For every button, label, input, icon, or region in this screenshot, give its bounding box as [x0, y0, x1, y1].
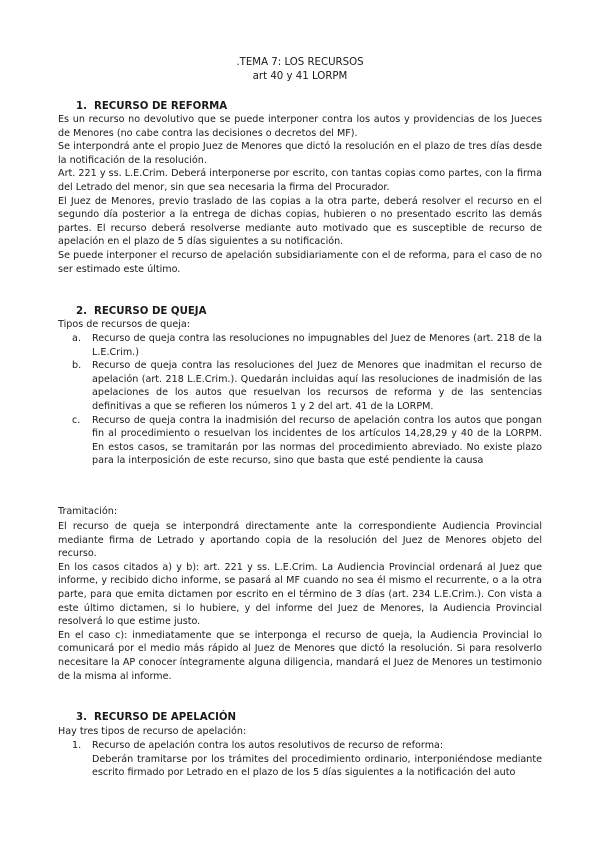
paragraph: El Juez de Menores, previo traslado de las copias a la otra parte, deberá resolver el recurso en el segundo día posterior a la entrega de dichas copias, hubieren o no presentado escrito las demás partes. El recurso deberá resolverse mediante auto motivado que es susceptible de recurso de apelación en el plazo de 5 días siguientes a su notificación. [58, 195, 542, 248]
tramitacion-body [58, 520, 542, 683]
apelacion-types-list [58, 739, 542, 780]
section-3-number: 3. [76, 712, 87, 723]
section-2-heading [76, 305, 206, 318]
section-2-title: RECURSO DE QUEJA [94, 306, 207, 317]
section-2-intro: Tipos de recursos de queja: [58, 319, 191, 330]
paragraph: Art. 221 y ss. L.E.Crim. Deberá interponerse por escrito, con tantas copias como partes, con la firma del Letrado del menor, sin que sea necesaria la firma del Procurador. [58, 168, 542, 193]
paragraph: El recurso de queja se interpondrá directamente ante la correspondiente Audiencia Provincial mediante firma de Letrado y aportando copia de la resolución del Juez de Menores objeto del recurso. [58, 521, 542, 560]
section-3-intro: Hay tres tipos de recurso de apelación: [58, 726, 247, 737]
list-item-text: Recurso de queja contra las resoluciones no impugnables del Juez de Menores (art. 218 de la L.E.Crim.) [92, 333, 542, 358]
list-item-subtext: Deberán tramitarse por los trámites del procedimiento ordinario, interponiéndose mediante escrito firmado por Letrado en el plazo de los 5 días siguientes a la notificación del auto [92, 753, 542, 779]
list-item-text: Recurso de queja contra la inadmisión del recurso de apelación contra los autos que pongan fin al procedimiento o resuelvan los incidentes de los artículos 14,28,29 y 40 de la LORPM. En estos casos, se tramitarán por las normas del procedimiento abreviado. No existe plazo para la interposición de este recurso, sino que basta que esté pendiente la causa [92, 414, 542, 467]
paragraph: Se puede interponer el recurso de apelación subsidiariamente con el de reforma, para el caso de no ser estimado este último. [58, 249, 542, 275]
list-marker: b. [72, 360, 82, 372]
section-2-number: 2. [76, 306, 87, 317]
section-1-heading [76, 100, 227, 113]
paragraph: Es un recurso no devolutivo que se puede interponer contra los autos y providencias de los Jueces de Menores (no cabe contra las decisiones o decretos del MF). [58, 114, 542, 139]
queja-types-list [58, 332, 542, 468]
list-item-text: Recurso de apelación contra los autos resolutivos de recurso de reforma: [92, 740, 444, 751]
document-subtitle: art 40 y 41 LORPM [252, 71, 348, 82]
tramitacion-label: Tramitación: [58, 506, 118, 517]
section-3-heading [76, 711, 236, 724]
section-1-body [58, 113, 542, 276]
list-item [58, 332, 542, 359]
paragraph: Se interpondrá ante el propio Juez de Menores que dictó la resolución en el plazo de tres días desde la notificación de la resolución. [58, 141, 542, 166]
section-1-title: RECURSO DE REFORMA [94, 101, 228, 112]
list-item [58, 359, 542, 413]
list-item [58, 739, 542, 753]
paragraph: En los casos citados a) y b): art. 221 y ss. L.E.Crim. La Audiencia Provincial ordenará al Juez que informe, y recibido dicho informe, se pasará al MF cuando no sea él mismo el recurrente, o a la otra parte, para que emita dictamen por escrito en el término de 3 días (art. 234 L.E.Crim.). Con vista a este último dictamen, si lo hubiere, y del informe del Juez de Menores, la Audiencia Provincial resolverá lo que estime justo. [58, 561, 542, 628]
document-title: .TEMA 7: LOS RECURSOS [236, 57, 364, 68]
list-item [58, 414, 542, 468]
list-marker: a. [72, 333, 81, 344]
list-item-text: Recurso de queja contra las resoluciones del Juez de Menores que inadmitan el recurso de apelación (art. 218 L.E.Crim.). Quedarán incluidas aquí las resoluciones de inadmisión de las apelaciones de los autos que resuelvan los recursos de reforma y de las sentencias definitivas a que se refieren los números 1 y 2 del art. 41 de la LORPM. [92, 360, 542, 412]
section-1-number: 1. [76, 101, 87, 112]
list-marker: 1. [72, 740, 82, 751]
section-3-title: RECURSO DE APELACIÓN [94, 712, 237, 723]
paragraph: En el caso c): inmediatamente que se interponga el recurso de queja, la Audiencia Provincial lo comunicará por el medio más rápido al Juez de Menores que dictó la resolución. Si para resolverlo necesitare la AP conocer íntegramente alguna diligencia, mandará el Juez de Menores un testimonio de la misma al informe. [58, 629, 542, 682]
list-marker: c. [72, 414, 81, 426]
